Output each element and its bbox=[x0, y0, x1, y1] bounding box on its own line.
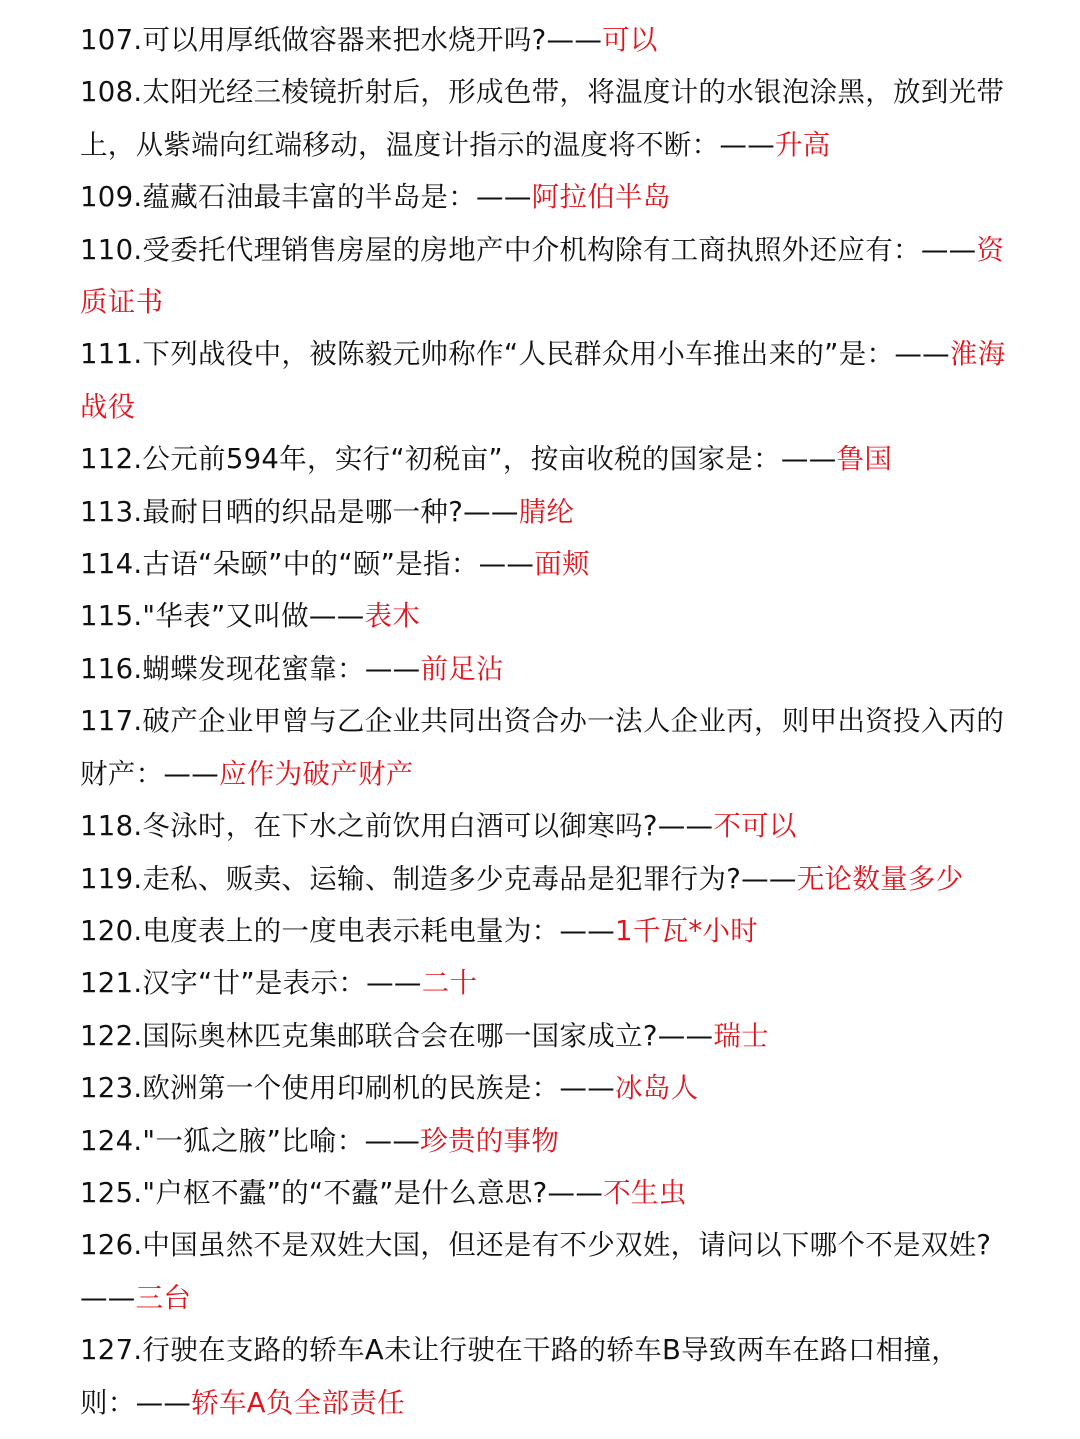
answer-text: 1千瓦*小时 bbox=[615, 914, 759, 947]
question-text: 127.行驶在支路的轿车A未让行驶在干路的轿车B导致两车在路口相撞，则：—— bbox=[80, 1334, 960, 1419]
qa-item-120 bbox=[80, 905, 1010, 957]
question-text: 124."一狐之腋”比喻：—— bbox=[80, 1124, 421, 1157]
answer-text: 不可以 bbox=[713, 810, 797, 843]
answer-text: 前足沾 bbox=[420, 652, 504, 685]
question-text: 125."户枢不蠹”的“不蠹”是什么意思?—— bbox=[80, 1176, 604, 1209]
answer-text: 应作为破产财产 bbox=[219, 757, 414, 790]
qa-item-110 bbox=[80, 224, 1010, 329]
answer-text: 鲁国 bbox=[836, 443, 893, 476]
qa-item-109 bbox=[80, 171, 1010, 223]
qa-item-119 bbox=[80, 853, 1010, 905]
answer-text: 资质证书 bbox=[80, 233, 1005, 319]
qa-item-122 bbox=[80, 1010, 1010, 1062]
qa-item-123 bbox=[80, 1062, 1010, 1114]
qa-item-127 bbox=[80, 1324, 1010, 1429]
quiz-list bbox=[80, 14, 1010, 1429]
question-text: 111.下列战役中，被陈毅元帅称作“人民群众用小车推出来的”是：—— bbox=[80, 338, 950, 371]
question-text: 123.欧洲第一个使用印刷机的民族是：—— bbox=[80, 1072, 616, 1105]
qa-item-117 bbox=[80, 695, 1010, 800]
answer-text: 瑞士 bbox=[713, 1019, 769, 1052]
answer-text: 表木 bbox=[364, 600, 421, 633]
qa-item-108 bbox=[80, 66, 1010, 171]
answer-text: 轿车A负全部责任 bbox=[191, 1386, 405, 1419]
answer-text: 可以 bbox=[602, 24, 658, 56]
qa-item-125 bbox=[80, 1167, 1010, 1219]
answer-text: 不生虫 bbox=[603, 1176, 687, 1209]
answer-text: 三台 bbox=[135, 1281, 192, 1314]
question-text: 115."华表”又叫做—— bbox=[80, 600, 365, 633]
qa-item-126 bbox=[80, 1219, 1010, 1324]
answer-text: 冰岛人 bbox=[615, 1072, 699, 1105]
answer-text: 二十 bbox=[421, 967, 478, 1000]
qa-item-112 bbox=[80, 433, 1010, 485]
qa-item-107 bbox=[80, 14, 1010, 66]
answer-text: 面颊 bbox=[534, 548, 590, 581]
question-text: 122.国际奥林匹克集邮联合会在哪一国家成立?—— bbox=[80, 1019, 714, 1052]
answer-text: 升高 bbox=[775, 128, 831, 161]
question-text: 112.公元前594年，实行“初税亩”，按亩收税的国家是：—— bbox=[80, 443, 837, 476]
qa-item-111 bbox=[80, 328, 1010, 433]
qa-item-115 bbox=[80, 590, 1010, 642]
answer-text: 珍贵的事物 bbox=[420, 1124, 560, 1157]
qa-item-121 bbox=[80, 957, 1010, 1009]
question-text: 108.太阳光经三棱镜折射后，形成色带，将温度计的水银泡涂黑，放到光带上，从紫端向红端移动，温度计指示的温度将不断：—— bbox=[80, 76, 1005, 161]
question-text: 114.古语“朵颐”中的“颐”是指：—— bbox=[80, 548, 535, 581]
question-text: 107.可以用厚纸做容器来把水烧开吗?—— bbox=[80, 24, 603, 56]
question-text: 110.受委托代理销售房屋的房地产中介机构除有工商执照外还应有：—— bbox=[80, 233, 977, 266]
qa-item-113 bbox=[80, 486, 1010, 538]
qa-item-116 bbox=[80, 643, 1010, 695]
question-text: 118.冬泳时，在下水之前饮用白酒可以御寒吗?—— bbox=[80, 810, 714, 843]
answer-text: 阿拉伯半岛 bbox=[531, 181, 671, 214]
question-text: 126.中国虽然不是双姓大国，但还是有不少双姓，请问以下哪个不是双姓?—— bbox=[80, 1229, 992, 1314]
qa-item-118 bbox=[80, 800, 1010, 852]
question-text: 117.破产企业甲曾与乙企业共同出资合办一法人企业丙，则甲出资投入丙的财产：—— bbox=[80, 705, 1005, 790]
qa-item-124 bbox=[80, 1115, 1010, 1167]
question-text: 120.电度表上的一度电表示耗电量为：—— bbox=[80, 914, 616, 947]
answer-text: 腈纶 bbox=[518, 495, 575, 528]
answer-text: 淮海战役 bbox=[80, 338, 1006, 423]
answer-text: 无论数量多少 bbox=[796, 862, 964, 895]
question-text: 119.走私、贩卖、运输、制造多少克毒品是犯罪行为?—— bbox=[80, 862, 797, 895]
qa-item-114 bbox=[80, 538, 1010, 590]
question-text: 113.最耐日晒的织品是哪一种?—— bbox=[80, 495, 519, 528]
question-text: 116.蝴蝶发现花蜜靠：—— bbox=[80, 652, 421, 685]
question-text: 121.汉字“廿”是表示：—— bbox=[80, 967, 422, 1000]
question-text: 109.蕴藏石油最丰富的半岛是：—— bbox=[80, 181, 532, 214]
